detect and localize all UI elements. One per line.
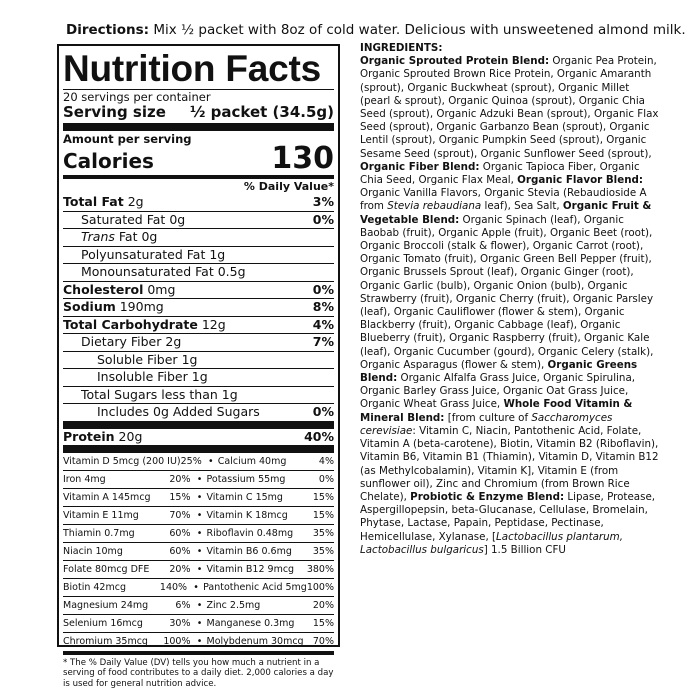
vitamin-row (63, 506, 334, 524)
ingredient-blend-heading: Organic Fiber Blend: (360, 160, 480, 173)
vitamin-daily-value: 20% (169, 564, 191, 576)
nutrition-facts-panel (57, 44, 340, 689)
vitamin-daily-value: 20% (169, 473, 191, 485)
ingredient-text: Lipase, Protease, Aspergillopepsin, beta-Glucanase, Cellulase, Bromelain, Phytase, Lactase, Papain, Peptidase, Pectinase, Hemicellulase, Xylanase, [ (360, 490, 656, 543)
nutrient-list (63, 194, 334, 421)
nutrient-row (63, 298, 334, 316)
vitamin-cell (205, 507, 335, 524)
vitamin-cell (63, 561, 195, 578)
vitamin-row (63, 560, 334, 578)
ingredients-block (360, 42, 660, 557)
nutrient-daily-value: 7% (312, 334, 334, 349)
nutrient-row (63, 194, 334, 211)
vitamin-daily-value: 15% (312, 618, 334, 630)
vitamin-name: Riboflavin 0.48mg (206, 527, 294, 539)
vitamin-name: Biotin 42mcg (63, 582, 126, 594)
nutrient-amount: 1g (209, 246, 226, 262)
vitamin-daily-value: 70% (312, 636, 334, 648)
vitamin-name: Potassium 55mg (206, 473, 286, 485)
nutrient-label: Trans (81, 229, 115, 244)
daily-value-header: % Daily Value* (243, 180, 334, 193)
nutrient-daily-value: 0% (312, 211, 334, 227)
vitamin-daily-value: 35% (312, 545, 334, 557)
vitamin-cell (63, 471, 195, 488)
ingredient-text: Organic Alfalfa Grass Juice, Organic Spirulina, Organic Barley Grass Juice, Organic Oat Grass Juice, Organic Wheat Grass Juice, (360, 372, 636, 411)
vitamin-row (63, 614, 334, 632)
nutrient-label: Total Sugars less than (81, 386, 218, 402)
vitamin-row (63, 524, 334, 542)
nutrient-label: Polyunsaturated Fat (81, 246, 206, 262)
vitamin-cell (205, 561, 335, 578)
vitamin-name: Vitamin D 5mcg (200 IU) (63, 455, 181, 467)
nutrition-facts-title: Nutrition Facts (63, 48, 322, 89)
nutrient-name (81, 247, 225, 264)
vitamin-daily-value: 6% (175, 600, 191, 612)
nutrient-label: Cholesterol (63, 281, 144, 297)
vitamin-cell (63, 579, 191, 596)
ingredients-text (360, 55, 660, 557)
bullet-separator: • (193, 582, 199, 594)
ingredient-text: Saccharomyces cerevisiae (360, 411, 613, 437)
thick-divider (63, 445, 334, 453)
nutrient-amount: 1g (191, 369, 208, 384)
directions (66, 22, 686, 38)
vitamin-row (63, 632, 334, 650)
servings-per-container: 20 servings per container (63, 89, 334, 104)
nutrient-row (63, 316, 334, 334)
vitamin-daily-value: 15% (169, 491, 191, 503)
nutrient-row (63, 333, 334, 351)
directions-label: Directions: (66, 22, 150, 38)
thick-divider (63, 421, 334, 429)
nutrient-amount: 0g (169, 211, 186, 227)
vitamin-daily-value: 140% (159, 582, 188, 594)
vitamin-name: Thiamin 0.7mg (63, 527, 135, 539)
nutrient-amount: 0.5g (217, 264, 246, 279)
vitamin-daily-value: 0% (318, 473, 334, 485)
nutrient-name (63, 299, 164, 316)
nutrient-row (63, 403, 334, 421)
vitamin-name: Selenium 16mcg (63, 618, 143, 630)
nutrient-row (63, 281, 334, 299)
vitamin-daily-value: 380% (306, 564, 334, 576)
vitamin-name: Vitamin B6 0.6mg (206, 545, 292, 557)
nutrient-amount: 190mg (119, 299, 164, 314)
ingredient-text: Organic Tapioca Fiber, Organic Chia Seed, Organic Flax Meal, (360, 160, 640, 187)
nutrient-name (81, 334, 181, 351)
serving-size-row (63, 104, 334, 121)
serving-size-value: ½ packet (34.5g) (189, 103, 334, 121)
nutrient-daily-value: 3% (312, 194, 334, 209)
vitamin-daily-value: 15% (312, 491, 334, 503)
nutrient-name (97, 404, 260, 421)
nutrient-label: Dietary Fiber (81, 334, 162, 349)
bullet-separator: • (196, 600, 203, 612)
calories-value: 130 (271, 141, 334, 176)
vitamin-name: Zinc 2.5mg (206, 600, 261, 612)
vitamin-cell (63, 615, 195, 632)
vitamin-daily-value: 20% (312, 600, 334, 612)
ingredient-blend-heading: Probiotic & Enzyme Blend: (410, 490, 565, 503)
vitamin-cell (63, 453, 206, 470)
vitamin-row (63, 470, 334, 488)
vitamin-daily-value: 70% (169, 509, 191, 521)
ingredient-text: leaf), Sea Salt, (481, 200, 563, 213)
nutrient-name (97, 352, 197, 369)
nutrient-amount: 0mg (147, 281, 176, 297)
vitamin-cell (205, 489, 335, 506)
vitamin-row (63, 596, 334, 614)
nutrient-label-suffix: Fat (114, 229, 138, 244)
nutrient-name (63, 282, 175, 299)
nutrient-name (63, 194, 144, 211)
bullet-separator: • (196, 491, 203, 503)
vitamin-name: Magnesium 24mg (63, 600, 149, 612)
vitamin-name: Molybdenum 30mcg (206, 636, 304, 648)
vitamin-cell (205, 615, 335, 632)
nutrient-amount: 12g (201, 316, 226, 332)
vitamin-daily-value: 30% (169, 618, 191, 630)
ingredient-blend-heading: Organic Sprouted Protein Blend: (360, 55, 550, 68)
vitamin-name: Vitamin A 145mcg (63, 491, 151, 503)
bullet-separator: • (196, 618, 203, 630)
ingredient-text: Organic Spinach (leaf), Organic Baobab (fruit), Organic Apple (fruit), Organic Beet (root), Organic Broccoli (stalk & flower), Organic Carrot (root), Organic Tomato (fruit), Organic Green Bell Pepper (fruit), Organic Brussels Sprout (leaf), Organic Ginger (root), Organic Garlic (bulb), Organic Onion (bulb), Organic Strawberry (fruit), Organic Cherry (fruit), Organic Parsley (leaf), Organic Cauliflower (flower & stem), Organic Blackberry (fruit), Organic Cabbage (leaf), Organic Blueberry (fruit), Organic Raspberry (fruit), Organic Kale (leaf), Organic Cucumber (gourd), Organic Celery (stalk), Organic Asparagus (flower & stem), (360, 213, 654, 371)
nutrient-label: Monounsaturated Fat (81, 264, 214, 279)
ingredient-blend-heading: Organic Greens Blend: (360, 358, 638, 385)
nutrient-row (63, 386, 334, 404)
nutrient-label: Insoluble Fiber (97, 369, 188, 384)
vitamin-mineral-table (63, 453, 334, 651)
vitamin-daily-value: 60% (169, 527, 191, 539)
vitamin-cell (63, 543, 195, 560)
vitamin-daily-value: 25% (180, 455, 202, 467)
ingredient-text: ] 1.5 Billion CFU (483, 543, 566, 556)
vitamin-name: Pantothenic Acid 5mg (203, 582, 307, 594)
vitamin-daily-value: 100% (163, 636, 191, 648)
nutrient-row (63, 263, 334, 281)
nutrient-row (63, 368, 334, 386)
vitamin-row (63, 453, 334, 470)
vitamin-cell (63, 489, 195, 506)
nutrient-name (81, 212, 185, 229)
nutrient-amount: 0g (141, 229, 158, 244)
nutrient-daily-value: 4% (312, 316, 334, 332)
vitamin-row (63, 488, 334, 506)
ingredient-text: Stevia rebaudiana (387, 200, 482, 213)
nutrient-name (97, 369, 208, 386)
vitamin-name: Vitamin C 15mg (206, 491, 283, 503)
nutrient-label: Includes 0g Added Sugars (97, 404, 260, 419)
vitamin-name: Folate 80mcg DFE (63, 564, 150, 576)
nutrient-label: Sodium (63, 299, 116, 314)
vitamin-cell (63, 633, 195, 650)
vitamin-name: Manganese 0.3mg (206, 618, 295, 630)
nutrient-name (81, 229, 157, 246)
amount-per-serving: Amount per serving (63, 132, 192, 146)
nutrient-name (81, 264, 246, 281)
bullet-separator: • (196, 545, 203, 557)
vitamin-cell (205, 597, 335, 614)
daily-value-footnote: * The % Daily Value (DV) tells you how much a nutrient in a serving of food contributes to a daily diet. 2,000 calories a day is used for general nutrition advice. (63, 657, 334, 689)
calories-label: Calories (63, 149, 154, 173)
nutrient-name (63, 317, 226, 334)
nutrient-label: Soluble Fiber (97, 351, 178, 367)
vitamin-cell (205, 471, 335, 488)
ingredient-blend-heading: Organic Fruit & Vegetable Blend: (360, 200, 652, 226)
vitamin-cell (63, 597, 195, 614)
vitamin-name: Calcium 40mg (217, 455, 287, 467)
directions-text: Mix ½ packet with 8oz of cold water. Delicious with unsweetened almond milk. (149, 22, 686, 38)
vitamin-row (63, 578, 334, 596)
vitamin-name: Chromium 35mcg (63, 636, 148, 648)
protein-row (63, 429, 334, 445)
nutrient-row (63, 228, 334, 246)
protein-label: Protein (63, 428, 115, 444)
nutrient-amount: 2g (127, 194, 144, 209)
bullet-separator: • (196, 473, 203, 485)
ingredient-text: Organic Pea Protein, Organic Sprouted Brown Rice Protein, Organic Amaranth (sprout), Organic Buckwheat (sprout), Organic Millet (pearl & sprout), Organic Quinoa (sprout), Organic Chia Seed (sprout), Organic Adzuki Bean (sprout), Organic Flax Seed (sprout), Organic Garbanzo Bean (sprout), Organic Lentil (sprout), Organic Pumpkin Seed (sprout), Organic Sesame Seed (sprout), Organic Sunflower Seed (sprout), (360, 55, 659, 160)
protein-dv: 40% (304, 428, 334, 444)
serving-size-label: Serving size (63, 103, 166, 121)
vitamin-cell (205, 633, 335, 650)
nutrient-daily-value: 0% (312, 404, 334, 419)
nutrient-label: Saturated Fat (81, 211, 166, 227)
protein-amount: 20g (118, 428, 143, 444)
ingredient-text: : Vitamin C, Niacin, Pantothenic Acid, Folate, Vitamin A (beta-carotene), Biotin, Vitamin B2 (Riboflavin), Vitamin B6, Vitamin B1 (Thiamin), Vitamin D, Vitamin B12 (as Methylcobalamin), Vitamin K], Vitamin E (from sunflower oil), Zinc and Chromium (from Brown Rice Chelate), (360, 424, 659, 503)
vitamin-name: Vitamin E 11mg (63, 509, 139, 521)
nutrient-amount: 1g (221, 386, 238, 402)
ingredient-blend-heading: Whole Food Vitamin & Mineral Blend: (360, 398, 633, 424)
ingredient-text: Lactobacillus plantarum, Lactobacillus bulgaricus (360, 530, 623, 556)
nutrient-daily-value: 0% (312, 281, 334, 297)
bullet-separator: • (196, 509, 203, 521)
vitamin-daily-value: 100% (306, 582, 334, 594)
ingredient-text: [from culture of (444, 411, 532, 424)
ingredients-title: INGREDIENTS: (360, 42, 443, 54)
nutrient-label: Total Fat (63, 194, 124, 209)
nutrient-row (63, 211, 334, 229)
vitamin-name: Vitamin B12 9mcg (206, 564, 295, 576)
vitamin-cell (63, 525, 195, 542)
nutrient-row (63, 246, 334, 264)
vitamin-name: Niacin 10mg (63, 545, 123, 557)
bullet-separator: • (196, 564, 203, 576)
thick-divider (63, 123, 334, 131)
vitamin-name: Vitamin K 18mcg (206, 509, 288, 521)
vitamin-daily-value: 35% (312, 527, 334, 539)
vitamin-cell (63, 507, 195, 524)
vitamin-cell (201, 579, 334, 596)
vitamin-daily-value: 60% (169, 545, 191, 557)
ingredient-text: Organic Vanilla Flavors, Organic Stevia (Rebaudioside A from (360, 187, 647, 213)
vitamin-cell (205, 525, 335, 542)
calories-row (63, 141, 334, 176)
bullet-separator: • (196, 636, 203, 648)
nutrient-name (81, 387, 238, 404)
vitamin-cell (216, 453, 334, 470)
vitamin-cell (205, 543, 335, 560)
vitamin-row (63, 542, 334, 560)
vitamin-daily-value: 4% (318, 455, 334, 467)
vitamin-daily-value: 15% (312, 509, 334, 521)
nutrient-label: Total Carbohydrate (63, 316, 198, 332)
bullet-separator: • (207, 455, 214, 467)
nutrient-amount: 1g (181, 351, 198, 367)
nutrient-row (63, 351, 334, 369)
nutrient-daily-value: 8% (312, 299, 334, 314)
vitamin-name: Iron 4mg (63, 473, 106, 485)
bullet-separator: • (196, 527, 203, 539)
nutrient-amount: 2g (165, 334, 182, 349)
ingredient-blend-heading: Organic Flavor Blend: (517, 174, 644, 187)
